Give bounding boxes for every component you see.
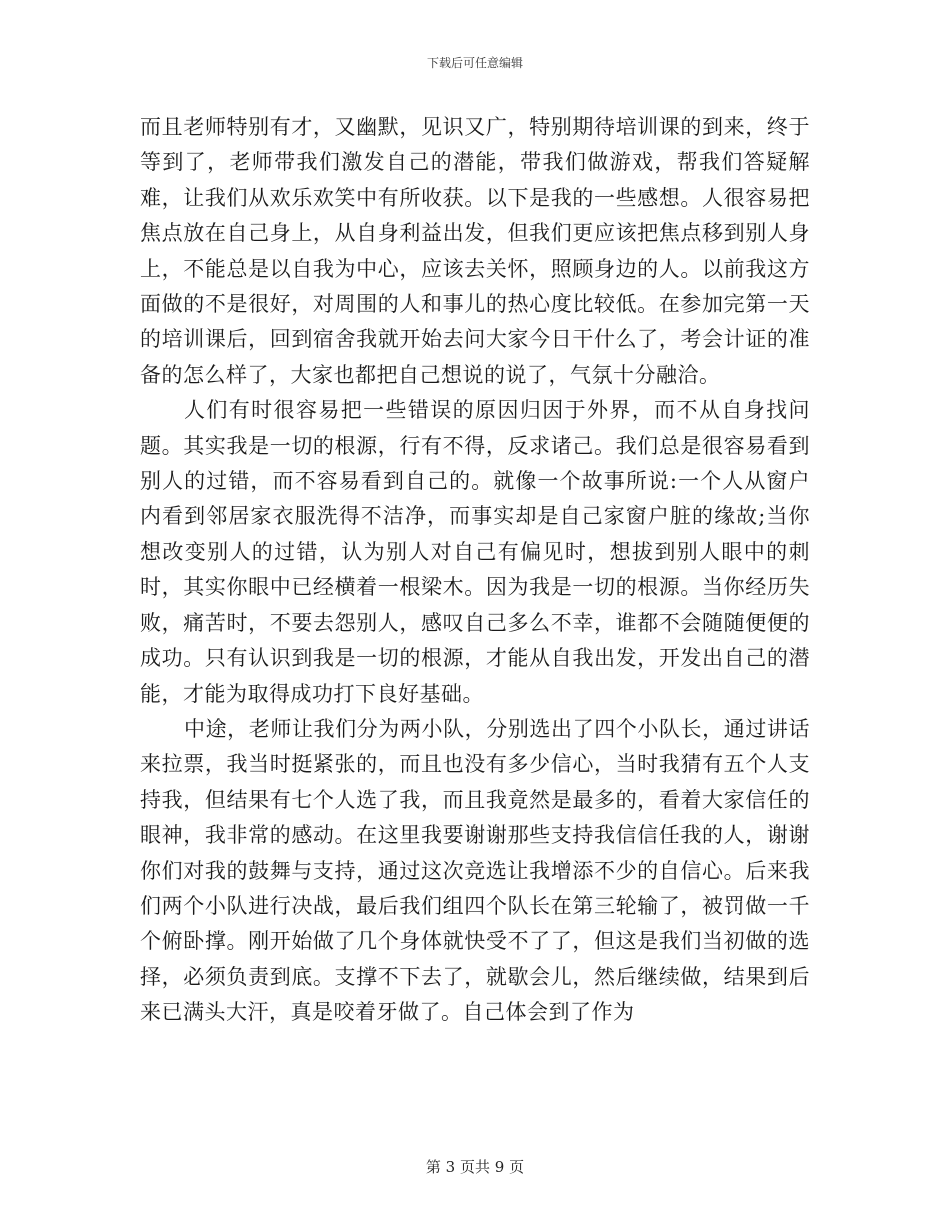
page-header: 下载后可任意编辑	[426, 56, 523, 70]
paragraph-2: 人们有时很容易把一些错误的原因归因于外界，而不从自身找问题。其实我是一切的根源，行有不得，反求诸己。我们总是很容易看到别人的过错，而不容易看到自己的。就像一个故事所说:一个人从窗户内看到邻居家衣服洗得不洁净，而事实却是自己家窗户脏的缘故;当你想改变别人的过错，认为别人对自己有偏见时，想拔到别人眼中的刺时，其实你眼中已经横着一根梁木。因为我是一切的根源。当你经历失败，痛苦时，不要去怨别人，感叹自己多么不幸，谁都不会随随便便的成功。只有认识到我是一切的根源，才能从自我出发，开发出自己的潜能，才能为取得成功打下良好基础。	[140, 398, 810, 706]
page-number-footer: 第 3 页共 9 页	[425, 1158, 525, 1176]
paragraph-3: 中途，老师让我们分为两小队，分别选出了四个小队长，通过讲话来拉票，我当时挺紧张的，而且也没有多少信心，当时我猜有五个人支持我，但结果有七个人选了我，而且我竟然是最多的，看着大家信任的眼神，我非常的感动。在这里我要谢谢那些支持我信信任我的人，谢谢你们对我的鼓舞与支持，通过这次竞选让我增添不少的自信心。后来我们两个小队进行决战，最后我们组四个队长在第三轮输了，被罚做一千个俯卧撑。刚开始做了几个身体就快受不了了，但这是我们当初做的选择，必须负责到底。支撑不下去了，就歇会儿，然后继续做，结果到后来已满头大汗，真是咬着牙做了。自己体会到了作为	[140, 716, 810, 1025]
paragraph-1: 而且老师特别有才，又幽默，见识又广，特别期待培训课的到来，终于等到了，老师带我们激发自己的潜能，带我们做游戏，帮我们答疑解难，让我们从欢乐欢笑中有所收获。以下是我的一些感想。人很容易把焦点放在自己身上，从自身利益出发，但我们更应该把焦点移到别人身上，不能总是以自我为中心，应该去关怀，照顾身边的人。以前我这方面做的不是很好，对周围的人和事儿的热心度比较低。在参加完第一天的培训课后，回到宿舍我就开始去问大家今日干什么了，考会计证的准备的怎么样了，大家也都把自己想说的说了，气氛十分融洽。	[140, 115, 810, 387]
document-body	[140, 110, 810, 1031]
